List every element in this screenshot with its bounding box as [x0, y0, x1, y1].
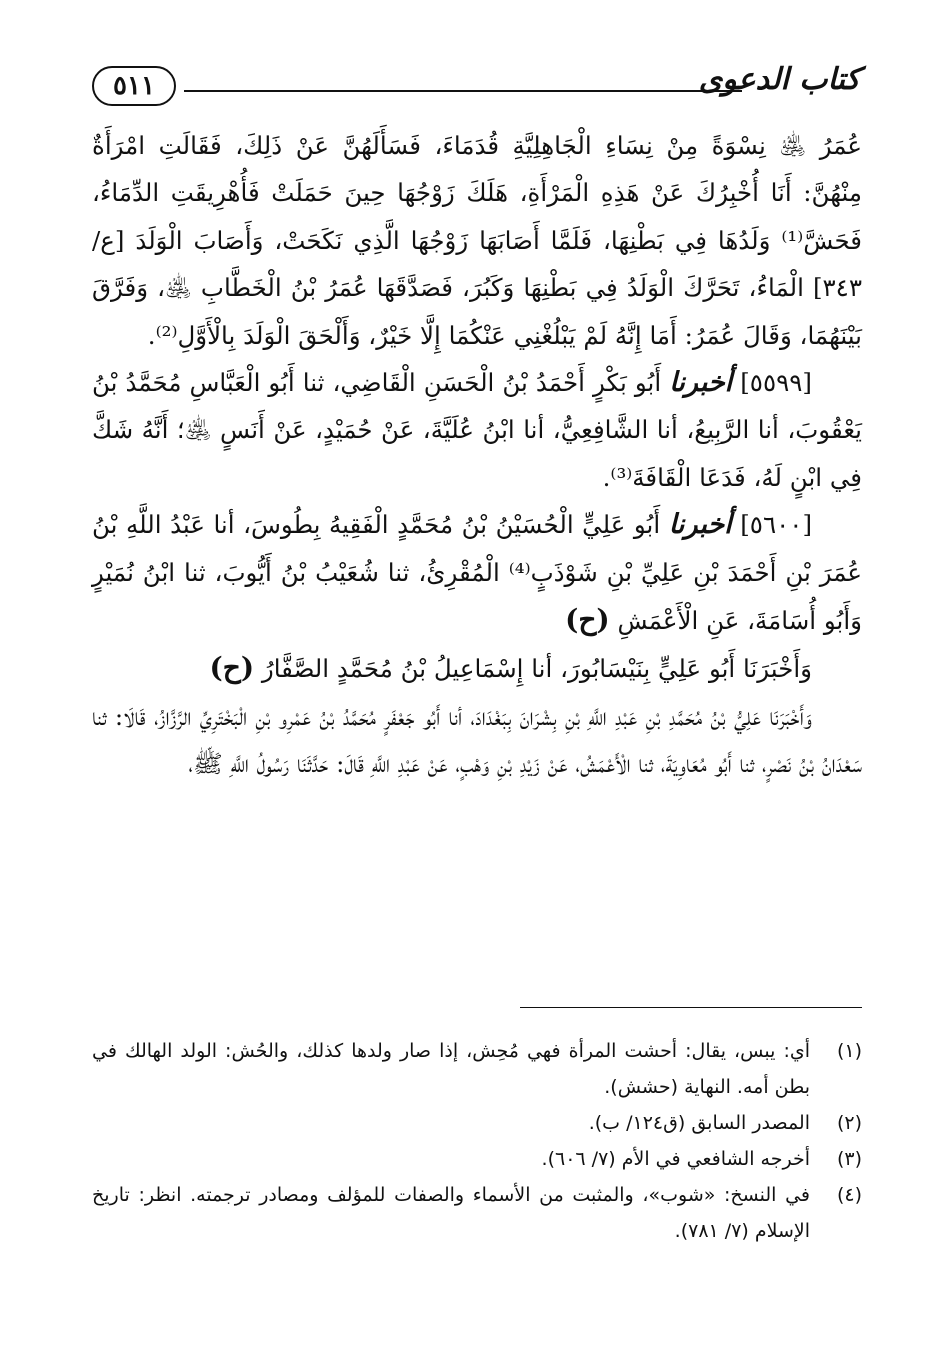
footnote-2 — [92, 1105, 862, 1141]
page-number-frame — [92, 66, 176, 106]
hadith-5599 — [92, 359, 862, 501]
hadith-number: [٥٥٩٩] — [740, 368, 812, 398]
footnote-number: (٢) — [836, 1112, 862, 1134]
footnote-1 — [92, 1033, 862, 1105]
page-header — [92, 62, 860, 110]
akhbarana-label: أخبرنا — [668, 509, 732, 541]
footnote-4 — [92, 1177, 862, 1249]
chain-text: وَأَخْبَرَنَا أَبُو عَلِيٍّ بِنَيْسَابُورَ، أنا إِسْمَاعِيلُ بْنُ مُحَمَّدٍ الصَّفَّارُ — [261, 654, 812, 684]
book-title: كتاب الدعوى — [698, 62, 860, 97]
hadith-text: أَبُو عَلِيٍّ الْحُسَيْنُ بْنُ مُحَمَّدٍ الْفَقِيهُ بِطُوسَ، أنا عَبْدُ اللَّهِ بْنُ عُمَرَ بْنِ أَحْمَدَ بْنِ عَلِيِّ بْنِ شَوْذَبٍ⁽⁴⁾ الْمُقْرِئُ، ثنا شُعَيْبُ بْنُ أَيُّوبَ، ثنا ابْنُ نُمَيْرٍ وَأَبُو أُسَامَةَ، عَنِ الْأَعْمَشِ — [92, 510, 862, 636]
chain-2 — [92, 644, 862, 692]
header-rule — [184, 90, 742, 92]
footnote-number: (٣) — [836, 1148, 862, 1170]
footnote-separator — [520, 1007, 862, 1008]
akhbarana-label: أخبرنا — [669, 367, 733, 399]
chain-3: وَأَخْبَرَنَا عَلِيُّ بْنُ مُحَمَّدِ بْنِ عَبْدِ اللَّهِ بْنِ بِشْرَانَ بِبَغْدَادَ، أنا أَبُو جَعْفَرٍ مُحَمَّدُ بْنُ عَمْرِو بْنِ الْبَخْتَرِيِّ الرَّزَّازُ، قَالَا: ثنا سَعْدَانُ بْنُ نَصْرٍ، ثنا أَبُو مُعَاوِيَةَ، ثنا الْأَعْمَشُ، عَنْ زَيْدِ بْنِ وَهْبٍ، عَنْ عَبْدِ اللَّهِ قَالَ: حَدَّثَنَا رَسُولُ اللَّهِ ﷺ، — [92, 701, 862, 779]
hadith-5600 — [92, 501, 862, 644]
hadith-number: [٥٦٠٠] — [740, 510, 812, 540]
footnote-text: أي: يبس، يقال: أحشت المرأة فهي مُحِش، إذا صار ولدها كذلك، والحُش: الولد الهالك في بطن أمه. النهاية (حشش). — [92, 1040, 810, 1098]
footnote-text: المصدر السابق (ق١٢٤/ ب). — [588, 1112, 810, 1134]
paragraph-continuation: عُمَرُ ﵁ نِسْوَةً مِنْ نِسَاءِ الْجَاهِلِيَّةِ قُدَمَاءَ، فَسَأَلَهُنَّ عَنْ ذَلِكَ، فَقَالَتِ امْرَأَةٌ مِنْهُنَّ: أَنَا أُخْبِرُكَ عَنْ هَذِهِ الْمَرْأَةِ، هَلَكَ زَوْجُهَا حِينَ حَمَلَتْ فَأُهْرِيقَتِ الدِّمَاءُ، فَحَشَّ⁽¹⁾ وَلَدُهَا فِي بَطْنِهَا، فَلَمَّا أَصَابَهَا زَوْجُهَا الَّذِي نَكَحَتْ، وَأَصَابَ الْوَلَدَ [ع/٣٤٣] الْمَاءُ، تَحَرَّكَ الْوَلَدُ فِي بَطْنِهَا وَكَبُرَ، فَصَدَّقَهَا عُمَرُ بْنُ الْخَطَّابِ ﵁، وَفَرَّقَ بَيْنَهُمَا، وَقَالَ عُمَرُ: أَمَا إِنَّهُ لَمْ يَبْلُغْنِي عَنْكُمَا إِلَّا خَيْرٌ، وَأَلْحَقَ الْوَلَدَ بِالْأَوَّلِ⁽²⁾. — [92, 131, 862, 350]
page-number: ٥١١ — [113, 71, 155, 101]
footnote-3 — [92, 1141, 862, 1177]
tahwil-marker: (ح) — [209, 651, 255, 685]
footnote-text: في النسخ: «شوب»، والمثبت من الأسماء والصفات للمؤلف ومصادر ترجمته. انظر: تاريخ الإسلام (٧/ ٧٨١). — [92, 1184, 810, 1242]
footnote-text: أخرجه الشافعي في الأم (٧/ ٦٠٦). — [541, 1148, 810, 1170]
footnote-number: (٤) — [836, 1184, 862, 1206]
footnote-number: (١) — [836, 1040, 862, 1062]
hadith-text: أَبُو بَكْرٍ أَحْمَدُ بْنُ الْحَسَنِ الْقَاضِي، ثنا أَبُو الْعَبَّاسِ مُحَمَّدُ بْنُ يَعْقُوبَ، أنا الرَّبِيعُ، أنا الشَّافِعِيُّ، أنا ابْنُ عُلَيَّةَ، عَنْ حُمَيْدٍ، عَنْ أَنَسٍ ﵁؛ أَنَّهُ شَكَّ فِي ابْنٍ لَهُ، فَدَعَا الْقَافَةَ⁽³⁾. — [92, 368, 862, 492]
main-text — [92, 122, 862, 788]
footnotes — [92, 1033, 862, 1249]
tahwil-marker: (ح) — [565, 603, 610, 637]
